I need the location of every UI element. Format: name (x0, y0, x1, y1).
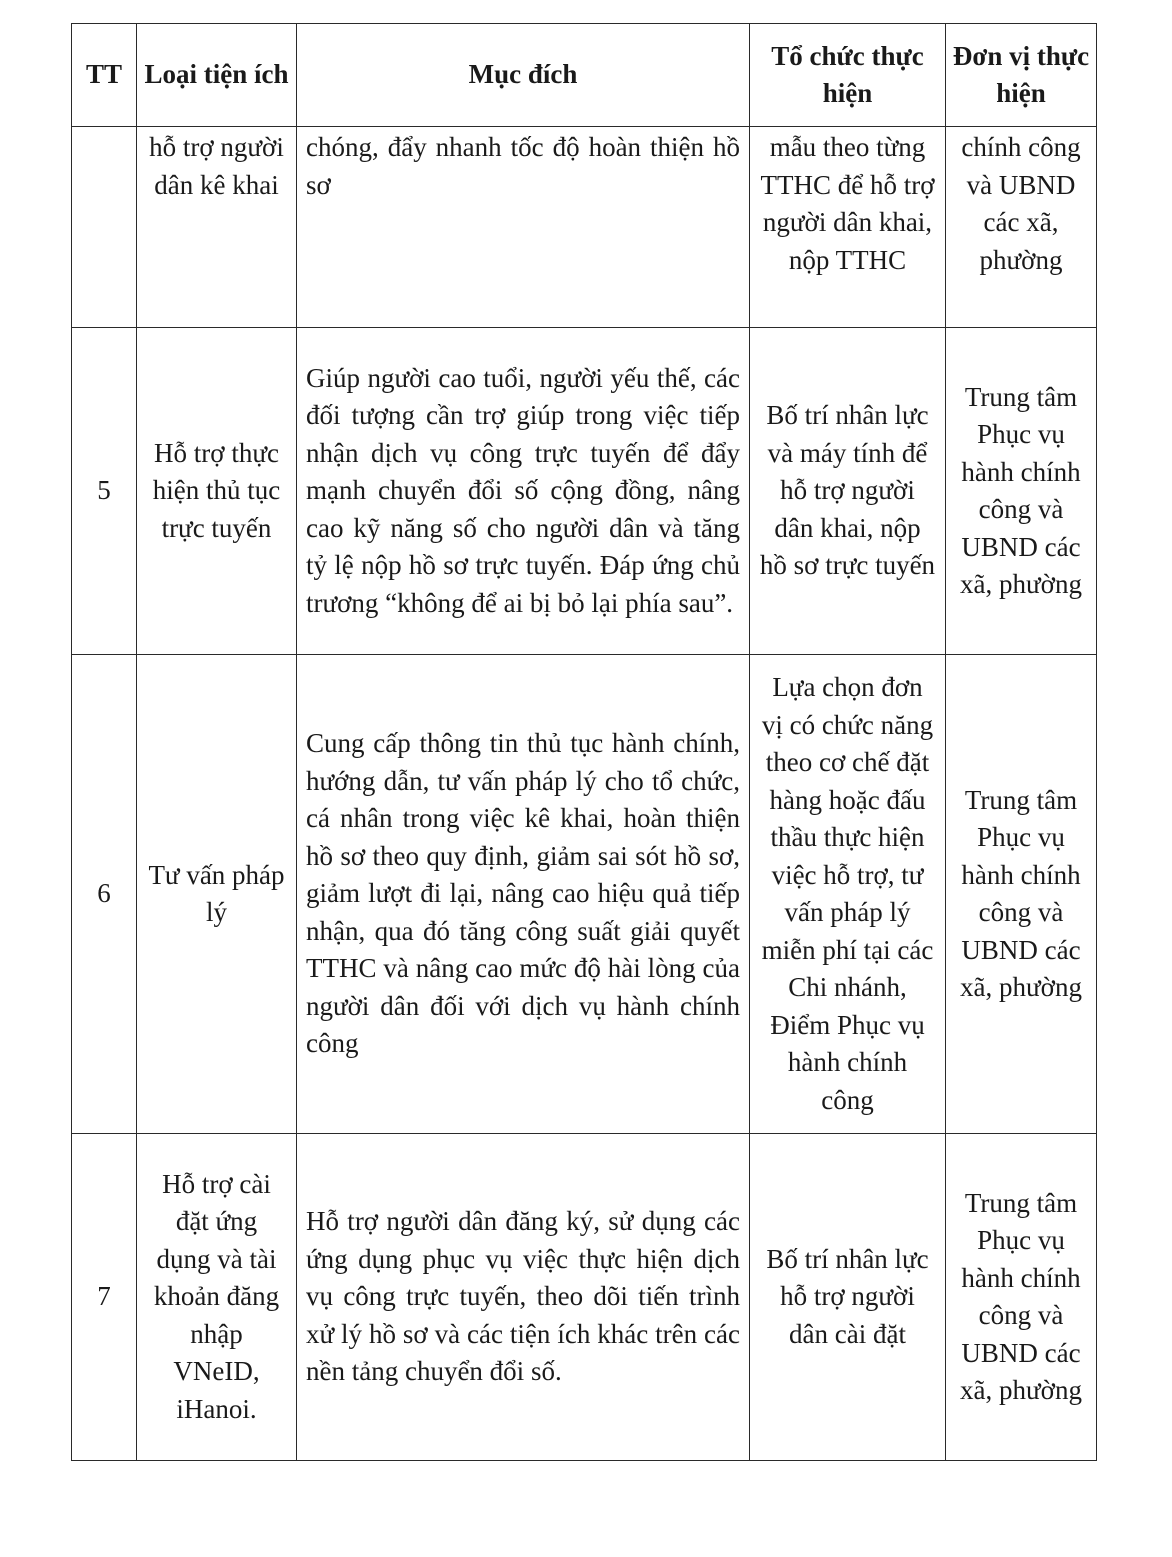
table-row (72, 1134, 1097, 1461)
table-row (72, 127, 1097, 328)
header-type: Loại tiện ích (137, 24, 297, 127)
cell-organizer: Lựa chọn đơn vị có chức năng theo cơ chế đặt hàng hoặc đấu thầu thực hiện việc hỗ trợ, tư vấn pháp lý miễn phí tại các Chi nhánh, Điểm Phục vụ hành chính công (750, 655, 946, 1134)
cell-tt: 6 (72, 655, 137, 1134)
cell-tt (72, 127, 137, 328)
header-unit: Đơn vị thực hiện (946, 24, 1097, 127)
cell-unit: Trung tâm Phục vụ hành chính công và UBND các xã, phường (946, 1134, 1097, 1461)
header-row (72, 24, 1097, 127)
purpose-text: Giúp người cao tuổi, người yếu thế, các đối tượng cần trợ giúp trong việc tiếp nhận dịch vụ công trực tuyến để đẩy mạnh chuyển đổi số cộng đồng, nâng cao kỹ năng số cho người dân và tăng tỷ lệ nộp hồ sơ trực tuyến. Đáp ứng chủ trương “không để ai bị bỏ lại phía sau”. (306, 362, 740, 618)
cell-type: hỗ trợ người dân kê khai (137, 127, 297, 328)
header-organizer: Tổ chức thực hiện (750, 24, 946, 127)
cell-type: Hỗ trợ thực hiện thủ tục trực tuyến (137, 328, 297, 655)
cell-purpose (297, 127, 750, 328)
cell-unit: Trung tâm Phục vụ hành chính công và UBND các xã, phường (946, 655, 1097, 1134)
table-row (72, 328, 1097, 655)
table-body (72, 127, 1097, 1461)
purpose-text: Hỗ trợ người dân đăng ký, sử dụng các ứng dụng phục vụ việc thực hiện dịch vụ công trực tuyến, theo dõi tiến trình xử lý hồ sơ và các tiện ích khác trên các nền tảng chuyển đổi số. (306, 1206, 740, 1387)
purpose-text: chóng, đẩy nhanh tốc độ hoàn thiện hồ sơ (306, 132, 740, 200)
table-row (72, 655, 1097, 1134)
cell-organizer: Bố trí nhân lực hỗ trợ người dân cài đặt (750, 1134, 946, 1461)
purpose-text: Cung cấp thông tin thủ tục hành chính, hướng dẫn, tư vấn pháp lý cho tổ chức, cá nhân trong việc kê khai, hoàn thiện hồ sơ theo quy định, giảm sai sót hồ sơ, giảm lượt đi lại, nâng cao hiệu quả tiếp nhận, qua đó tăng công suất giải quyết TTHC và nâng cao mức độ hài lòng của người dân đối với dịch vụ hành chính công (306, 728, 740, 1059)
header-tt: TT (72, 24, 137, 127)
cell-type: Hỗ trợ cài đặt ứng dụng và tài khoản đăng nhập VNeID, iHanoi. (137, 1134, 297, 1461)
cell-type: Tư vấn pháp lý (137, 655, 297, 1134)
cell-tt: 7 (72, 1134, 137, 1461)
table-header (72, 24, 1097, 127)
cell-purpose (297, 655, 750, 1134)
cell-purpose (297, 1134, 750, 1461)
cell-organizer: mẫu theo từng TTHC để hỗ trợ người dân khai, nộp TTHC (750, 127, 946, 328)
cell-unit: Trung tâm Phục vụ hành chính công và UBND các xã, phường (946, 328, 1097, 655)
utilities-table (71, 23, 1097, 1461)
header-purpose: Mục đích (297, 24, 750, 127)
cell-tt: 5 (72, 328, 137, 655)
cell-purpose (297, 328, 750, 655)
cell-unit: chính công và UBND các xã, phường (946, 127, 1097, 328)
cell-organizer: Bố trí nhân lực và máy tính để hỗ trợ người dân khai, nộp hồ sơ trực tuyến (750, 328, 946, 655)
